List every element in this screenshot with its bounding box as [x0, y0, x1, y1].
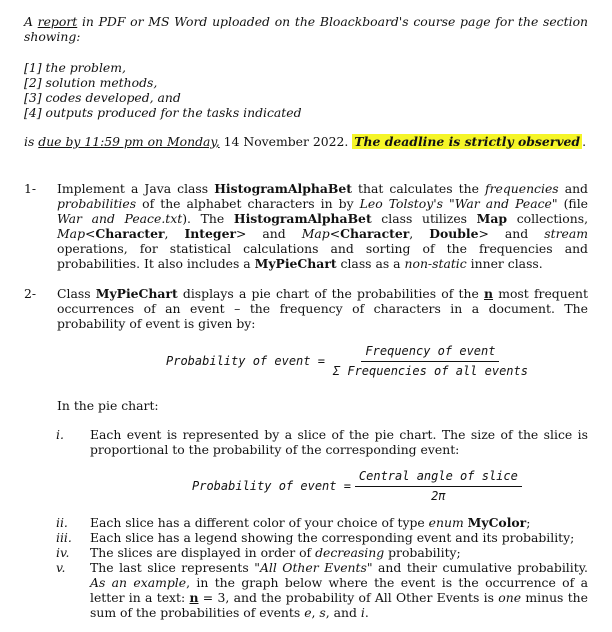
- deliverable-item: [3] codes developed, and: [24, 90, 181, 105]
- sub-item-text: Each event is represented by a slice of the pie chart. The size of the slice is proportional to the probability of the corresponding event:: [90, 427, 588, 457]
- formula2-lhs: Probability of event =: [192, 479, 351, 493]
- formula2-fraction: [355, 469, 522, 504]
- intro-text-rest: in PDF or MS Word uploaded on the Bloackboard's course page for the section showing:: [24, 14, 589, 44]
- sub-item-iv: [56, 545, 588, 560]
- sub-item-marker: iii.: [56, 530, 72, 545]
- sub-item-i: [56, 427, 588, 457]
- probability-formula: [166, 344, 528, 379]
- formula2-denominator: 2π: [431, 489, 446, 503]
- sub-item-marker: v.: [56, 560, 66, 575]
- sub-item-iii: [56, 530, 588, 545]
- due-date: 14 November 2022.: [219, 134, 349, 149]
- sub-item-text: The last slice represents "All Other Events" and their cumulative probability. As an example, in the graph below where the event is the occurrence of a letter in a text: n = 3, and the probability of All Other Events is one minus the sum of the probabilities of events e, s, and i.: [90, 560, 588, 620]
- sub-item-text: The slices are displayed in order of decreasing probability;: [90, 545, 461, 560]
- report-link-text: report: [37, 14, 78, 29]
- deadline-highlight: The deadline is strictly observed: [354, 134, 581, 149]
- due-by: due by 11:59 pm on Monday,: [38, 134, 220, 149]
- sub-item-marker: i.: [56, 427, 64, 442]
- formula-lhs: Probability of event =: [166, 354, 325, 368]
- sub-item-v: [56, 560, 588, 620]
- deliverables-list: [24, 60, 584, 120]
- intro-text-a: A: [24, 14, 38, 29]
- sub-item-text: Each slice has a different color of your choice of type enum MyColor;: [90, 515, 531, 530]
- in-pie-chart-label: In the pie chart:: [57, 398, 159, 413]
- deliverable-item: [4] outputs produced for the tasks indicated: [24, 105, 302, 120]
- sub-item-marker: iv.: [56, 545, 70, 560]
- formula-numerator: Frequency of event: [361, 344, 499, 362]
- intro-paragraph: [24, 14, 588, 44]
- item-2-number: 2-: [24, 286, 37, 301]
- formula-fraction: [329, 344, 532, 379]
- formula2-numerator: Central angle of slice: [355, 469, 522, 487]
- due-date-line: is due by 11:59 pm on Monday, 14 November 2022. The deadline is strictly observed .: [24, 134, 587, 149]
- sub-item-text: Each slice has a legend showing the corresponding event and its probability;: [90, 530, 575, 545]
- item-2-text: Class MyPieChart displays a pie chart of the probabilities of the n most frequent occurrences of an event – the frequency of characters in a document. The probability of event is given by:: [57, 286, 588, 331]
- item-1-number: 1-: [24, 181, 37, 196]
- sub-item-marker: ii.: [56, 515, 68, 530]
- central-angle-formula: [192, 469, 518, 504]
- deliverable-item: [2] solution methods,: [24, 75, 158, 90]
- formula-denominator: Σ Frequencies of all events: [332, 364, 528, 378]
- sub-item-ii: [56, 515, 588, 530]
- due-is: is: [24, 134, 39, 149]
- deliverable-item: [1] the problem,: [24, 60, 126, 75]
- item-1-text: Implement a Java class HistogramAlphaBet that calculates the frequencies and probabilities of the alphabet characters in by Leo Tolstoy's "War and Peace" (file War and Peace.txt). The HistogramAlphaBet class utilizes Map collections, Map<Character, Integer> and Map<Character, Double> and stream operations, for statistical calculations and sorting of the frequencies and probabilities. It also includes a MyPieChart class as a non-static inner class.: [57, 181, 589, 271]
